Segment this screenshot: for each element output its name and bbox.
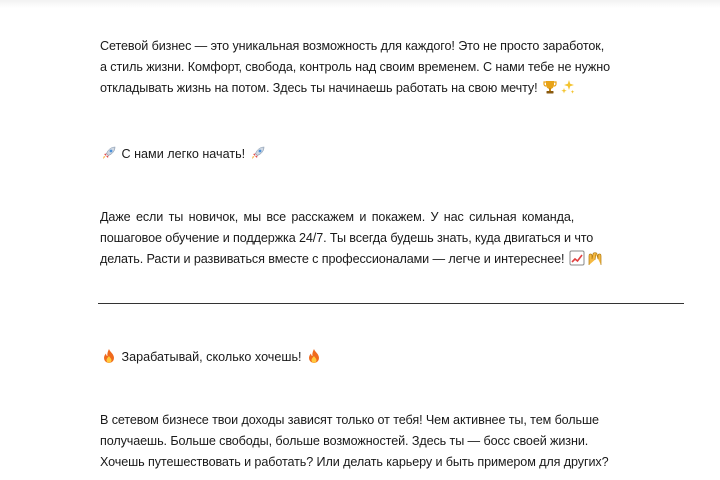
paragraph-line: получаешь. Больше свободы, больше возможностей. Здесь ты — босс своей жизни. xyxy=(100,434,589,448)
rocket-icon xyxy=(101,145,117,161)
paragraph-line: Хочешь путешествовать и работать? Или делать карьеру и быть примером для других? xyxy=(100,455,609,469)
rocket-icon xyxy=(250,145,266,161)
paragraph-line: В сетевом бизнесе твои доходы зависят только от тебя! Чем активнее ты, тем больше xyxy=(100,413,599,427)
heading-text: Зарабатывай, сколько хочешь! xyxy=(121,350,302,364)
fire-icon xyxy=(306,348,322,364)
heading-text: С нами легко начать! xyxy=(121,147,246,161)
paragraph-line: Даже если ты новичок, мы все расскажем и покажем. У нас сильная команда, xyxy=(100,210,575,224)
paragraph-line: пошаговое обучение и поддержка 24/7. Ты всегда будешь знать, куда двигаться и что xyxy=(100,231,594,245)
income-paragraph xyxy=(100,410,682,473)
section-divider xyxy=(98,303,684,304)
paragraph-line: а стиль жизни. Комфорт, свобода, контроль над своим временем. С нами тебе не нужно xyxy=(100,60,611,74)
raised-hands-icon xyxy=(587,250,603,266)
paragraph-last-line-wrap xyxy=(100,78,682,99)
paragraph-line: Сетевой бизнес — это уникальная возможность для каждого! Это не просто заработок, xyxy=(100,39,605,53)
paragraph-line: делать. Расти и развиваться вместе с профессионалами — легче и интереснее! xyxy=(100,252,565,266)
chart-increasing-icon xyxy=(569,250,585,266)
beginner-paragraph xyxy=(100,207,682,270)
trophy-icon xyxy=(542,79,558,95)
paragraph-line: откладывать жизнь на потом. Здесь ты начинаешь работать на свою мечту! xyxy=(100,81,538,95)
section-heading-start xyxy=(100,144,267,164)
intro-paragraph xyxy=(100,36,682,99)
page-top-shadow xyxy=(0,0,720,8)
sparkles-icon xyxy=(560,79,576,95)
section-heading-earnings xyxy=(100,347,323,367)
paragraph-last-line-wrap xyxy=(100,249,682,270)
fire-icon xyxy=(101,348,117,364)
